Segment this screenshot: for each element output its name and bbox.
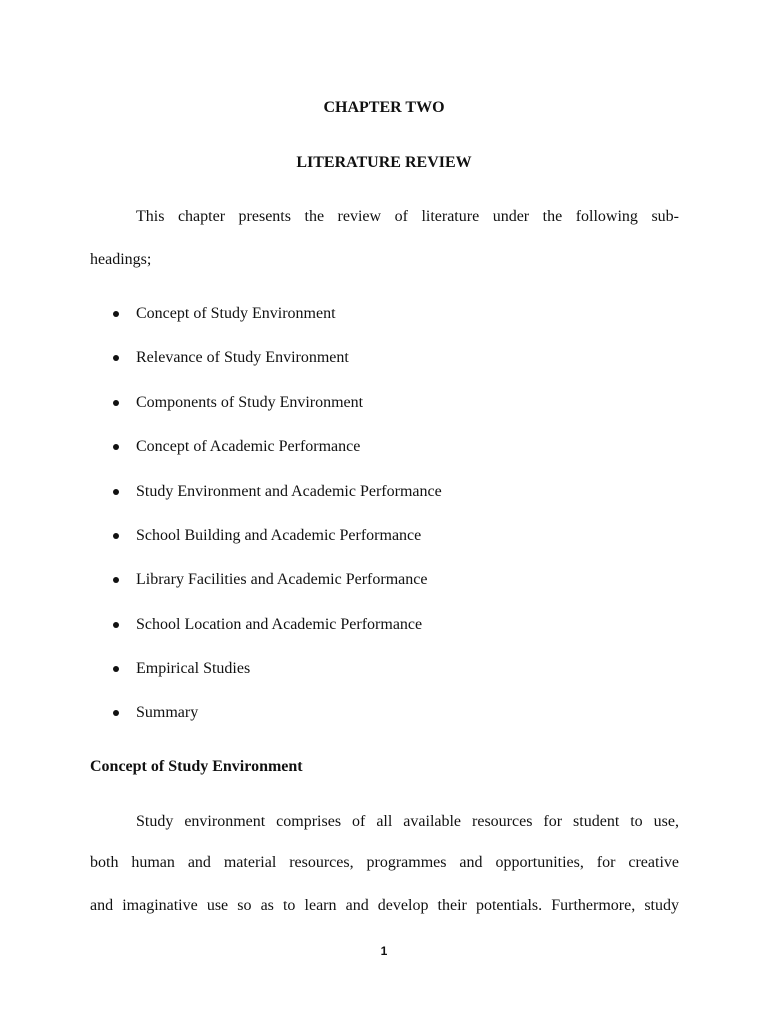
section-paragraph-line-1: Study environment comprises of all available resources for student to use, bbox=[136, 813, 679, 830]
list-item bbox=[0, 482, 600, 502]
section-paragraph-line-3: and imaginative use so as to learn and develop their potentials. Furthermore, study bbox=[90, 897, 679, 914]
list-item bbox=[0, 659, 600, 679]
section-heading: Concept of Study Environment bbox=[90, 758, 303, 775]
list-item bbox=[0, 437, 600, 457]
page-number: 1 bbox=[380, 944, 388, 958]
list-item-text: Relevance of Study Environment bbox=[136, 349, 349, 366]
list-item-text: Library Facilities and Academic Performance bbox=[136, 571, 428, 588]
chapter-number: CHAPTER TWO bbox=[323, 99, 445, 116]
list-item bbox=[0, 703, 600, 723]
list-item-text: Components of Study Environment bbox=[136, 394, 364, 411]
bullet-icon bbox=[113, 355, 119, 361]
bullet-icon bbox=[113, 533, 119, 539]
list-item bbox=[0, 304, 600, 324]
bullet-icon bbox=[113, 489, 119, 495]
bullet-icon bbox=[113, 622, 119, 628]
list-item bbox=[0, 526, 600, 546]
section-paragraph-line-2: both human and material resources, programmes and opportunities, for creative bbox=[90, 854, 679, 871]
list-item bbox=[0, 393, 600, 413]
list-item-text: Study Environment and Academic Performance bbox=[136, 483, 442, 500]
bullet-icon bbox=[113, 666, 119, 672]
bullet-icon bbox=[113, 400, 119, 406]
intro-line-1: This chapter presents the review of literature under the following sub- bbox=[136, 208, 679, 225]
list-item bbox=[0, 348, 600, 368]
bullet-icon bbox=[113, 577, 119, 583]
bullet-icon bbox=[113, 710, 119, 716]
list-item-text: School Building and Academic Performance bbox=[136, 527, 422, 544]
list-item-text: Empirical Studies bbox=[136, 660, 251, 677]
bullet-icon bbox=[113, 444, 119, 450]
list-item bbox=[0, 615, 600, 635]
list-item-text: Summary bbox=[136, 704, 199, 721]
list-item bbox=[0, 570, 600, 590]
list-item-text: School Location and Academic Performance bbox=[136, 616, 423, 633]
intro-line-2: headings; bbox=[90, 251, 152, 268]
list-item-text: Concept of Academic Performance bbox=[136, 438, 361, 455]
bullet-icon bbox=[113, 311, 119, 317]
chapter-title: LITERATURE REVIEW bbox=[296, 154, 472, 171]
list-item-text: Concept of Study Environment bbox=[136, 305, 336, 322]
